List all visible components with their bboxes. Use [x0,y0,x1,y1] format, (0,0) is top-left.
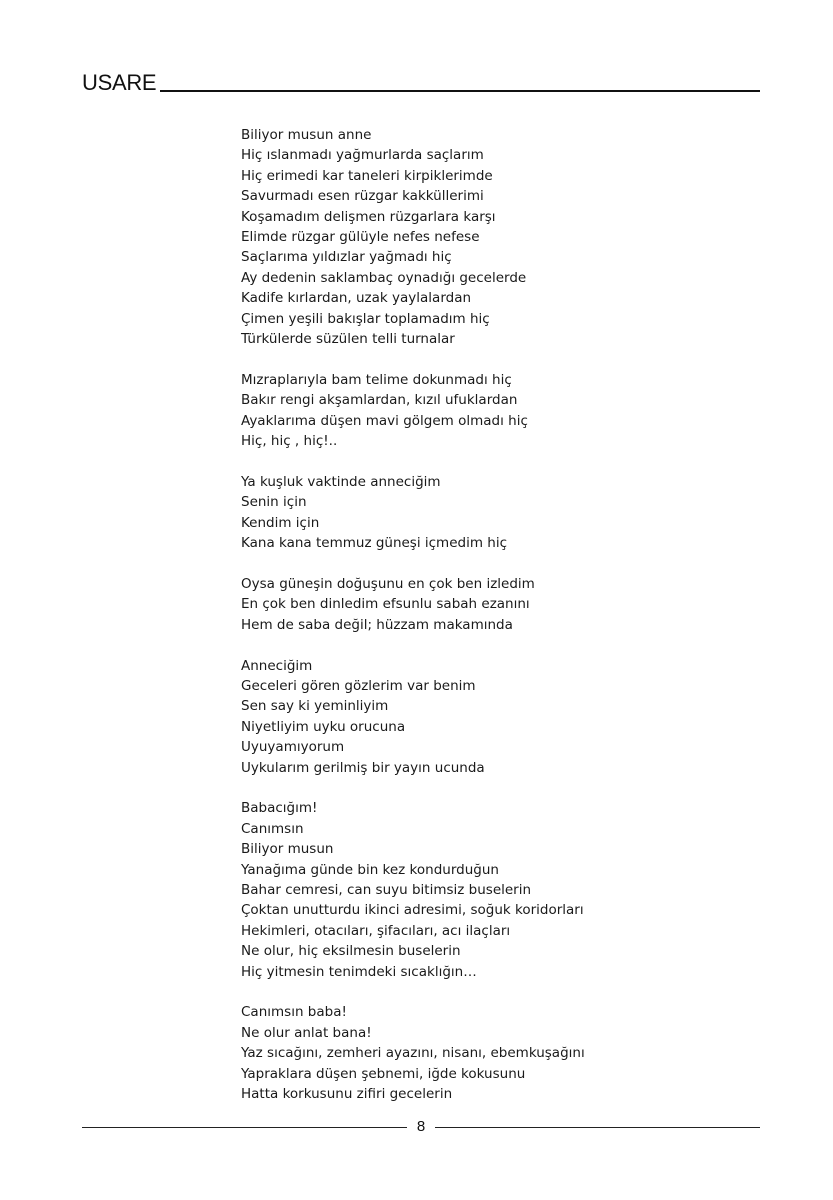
header-title: USARE [82,70,157,95]
stanza [241,125,781,349]
poem-line: Oysa güneşin doğuşunu en çok ben izledim [241,575,535,592]
poem-line: Ne olur, hiç eksilmesin buselerin [241,943,461,960]
page-footer [82,1117,760,1137]
poem-line: Bakır rengi akşamlardan, kızıl ufuklardan [241,392,518,409]
stanza [241,472,781,554]
poem-line: Sen say ki yeminliyim [241,698,389,715]
poem-line: Biliyor musun [241,841,334,858]
poem-line: Yapraklara düşen şebnemi, iğde kokusunu [241,1065,526,1082]
stanza [241,574,781,635]
poem-line: Kendim için [241,514,320,531]
poem-line: Ya kuşluk vaktinde anneciğim [241,473,441,490]
poem-line: Kana kana temmuz güneşi içmedim hiç [241,535,507,552]
poem-line: Canımsın [241,820,304,837]
poem-line: Koşamadım delişmen rüzgarlara karşı [241,208,496,225]
poem-line: Anneciğim [241,657,313,674]
poem-line: Uyuyamıyorum [241,739,345,756]
stanza [241,370,781,452]
poem-line: Yaz sıcağını, zemheri ayazını, nisanı, ebemkuşağını [241,1045,585,1062]
poem-line: Türkülerde süzülen telli turnalar [241,331,455,348]
stanza [241,798,781,982]
footer-rule-left [82,1127,407,1128]
poem-line: Ayaklarıma düşen mavi gölgem olmadı hiç [241,412,528,429]
poem-line: Senin için [241,494,307,511]
poem-line: Saçlarıma yıldızlar yağmadı hiç [241,249,452,266]
page-header [82,70,760,94]
poem-line: Hiç yitmesin tenimdeki sıcaklığın… [241,963,477,980]
poem-body [241,125,781,1104]
poem-line: Geceleri gören gözlerim var benim [241,677,476,694]
poem-line: Bahar cemresi, can suyu bitimsiz buselerin [241,881,532,898]
poem-line: Hatta korkusunu zifiri gecelerin [241,1086,453,1102]
poem-line: Canımsın baba! [241,1004,347,1021]
page-number: 8 [416,1118,426,1135]
poem-line: Hiç ıslanmadı yağmurlarda saçlarım [241,147,484,164]
poem-line: En çok ben dinledim efsunlu sabah ezanını [241,596,530,613]
poem-line: Mızraplarıyla bam telime dokunmadı hiç [241,371,512,388]
footer-rule-right [435,1127,760,1128]
poem-line: Çimen yeşili bakışlar toplamadım hiç [241,310,490,327]
stanza [241,1002,781,1104]
poem-line: Hem de saba değil; hüzzam makamında [241,616,513,633]
poem-line: Babacığım! [241,800,318,817]
poem-line: Elimde rüzgar gülüyle nefes nefese [241,229,480,246]
poem-line: Yanağıma günde bin kez kondurduğun [241,861,499,878]
poem-line: Savurmadı esen rüzgar kakküllerimi [241,188,484,205]
poem-line: Hiç erimedi kar taneleri kirpiklerimde [241,167,493,184]
stanza [241,656,781,778]
poem-line: Hekimleri, otacıları, şifacıları, acı ilaçları [241,922,511,939]
poem-line: Çoktan unutturdu ikinci adresimi, soğuk koridorları [241,902,584,919]
header-rule [160,90,760,92]
poem-line: Kadife kırlardan, uzak yaylalardan [241,290,472,307]
poem-line: Niyetliyim uyku orucuna [241,718,406,735]
poem-line: Biliyor musun anne [241,127,372,143]
poem-line: Uykularım gerilmiş bir yayın ucunda [241,759,485,776]
poem-line: Ay dedenin saklambaç oynadığı gecelerde [241,269,527,286]
poem-line: Ne olur anlat bana! [241,1024,372,1041]
poem-line: Hiç, hiç , hiç!.. [241,433,338,450]
